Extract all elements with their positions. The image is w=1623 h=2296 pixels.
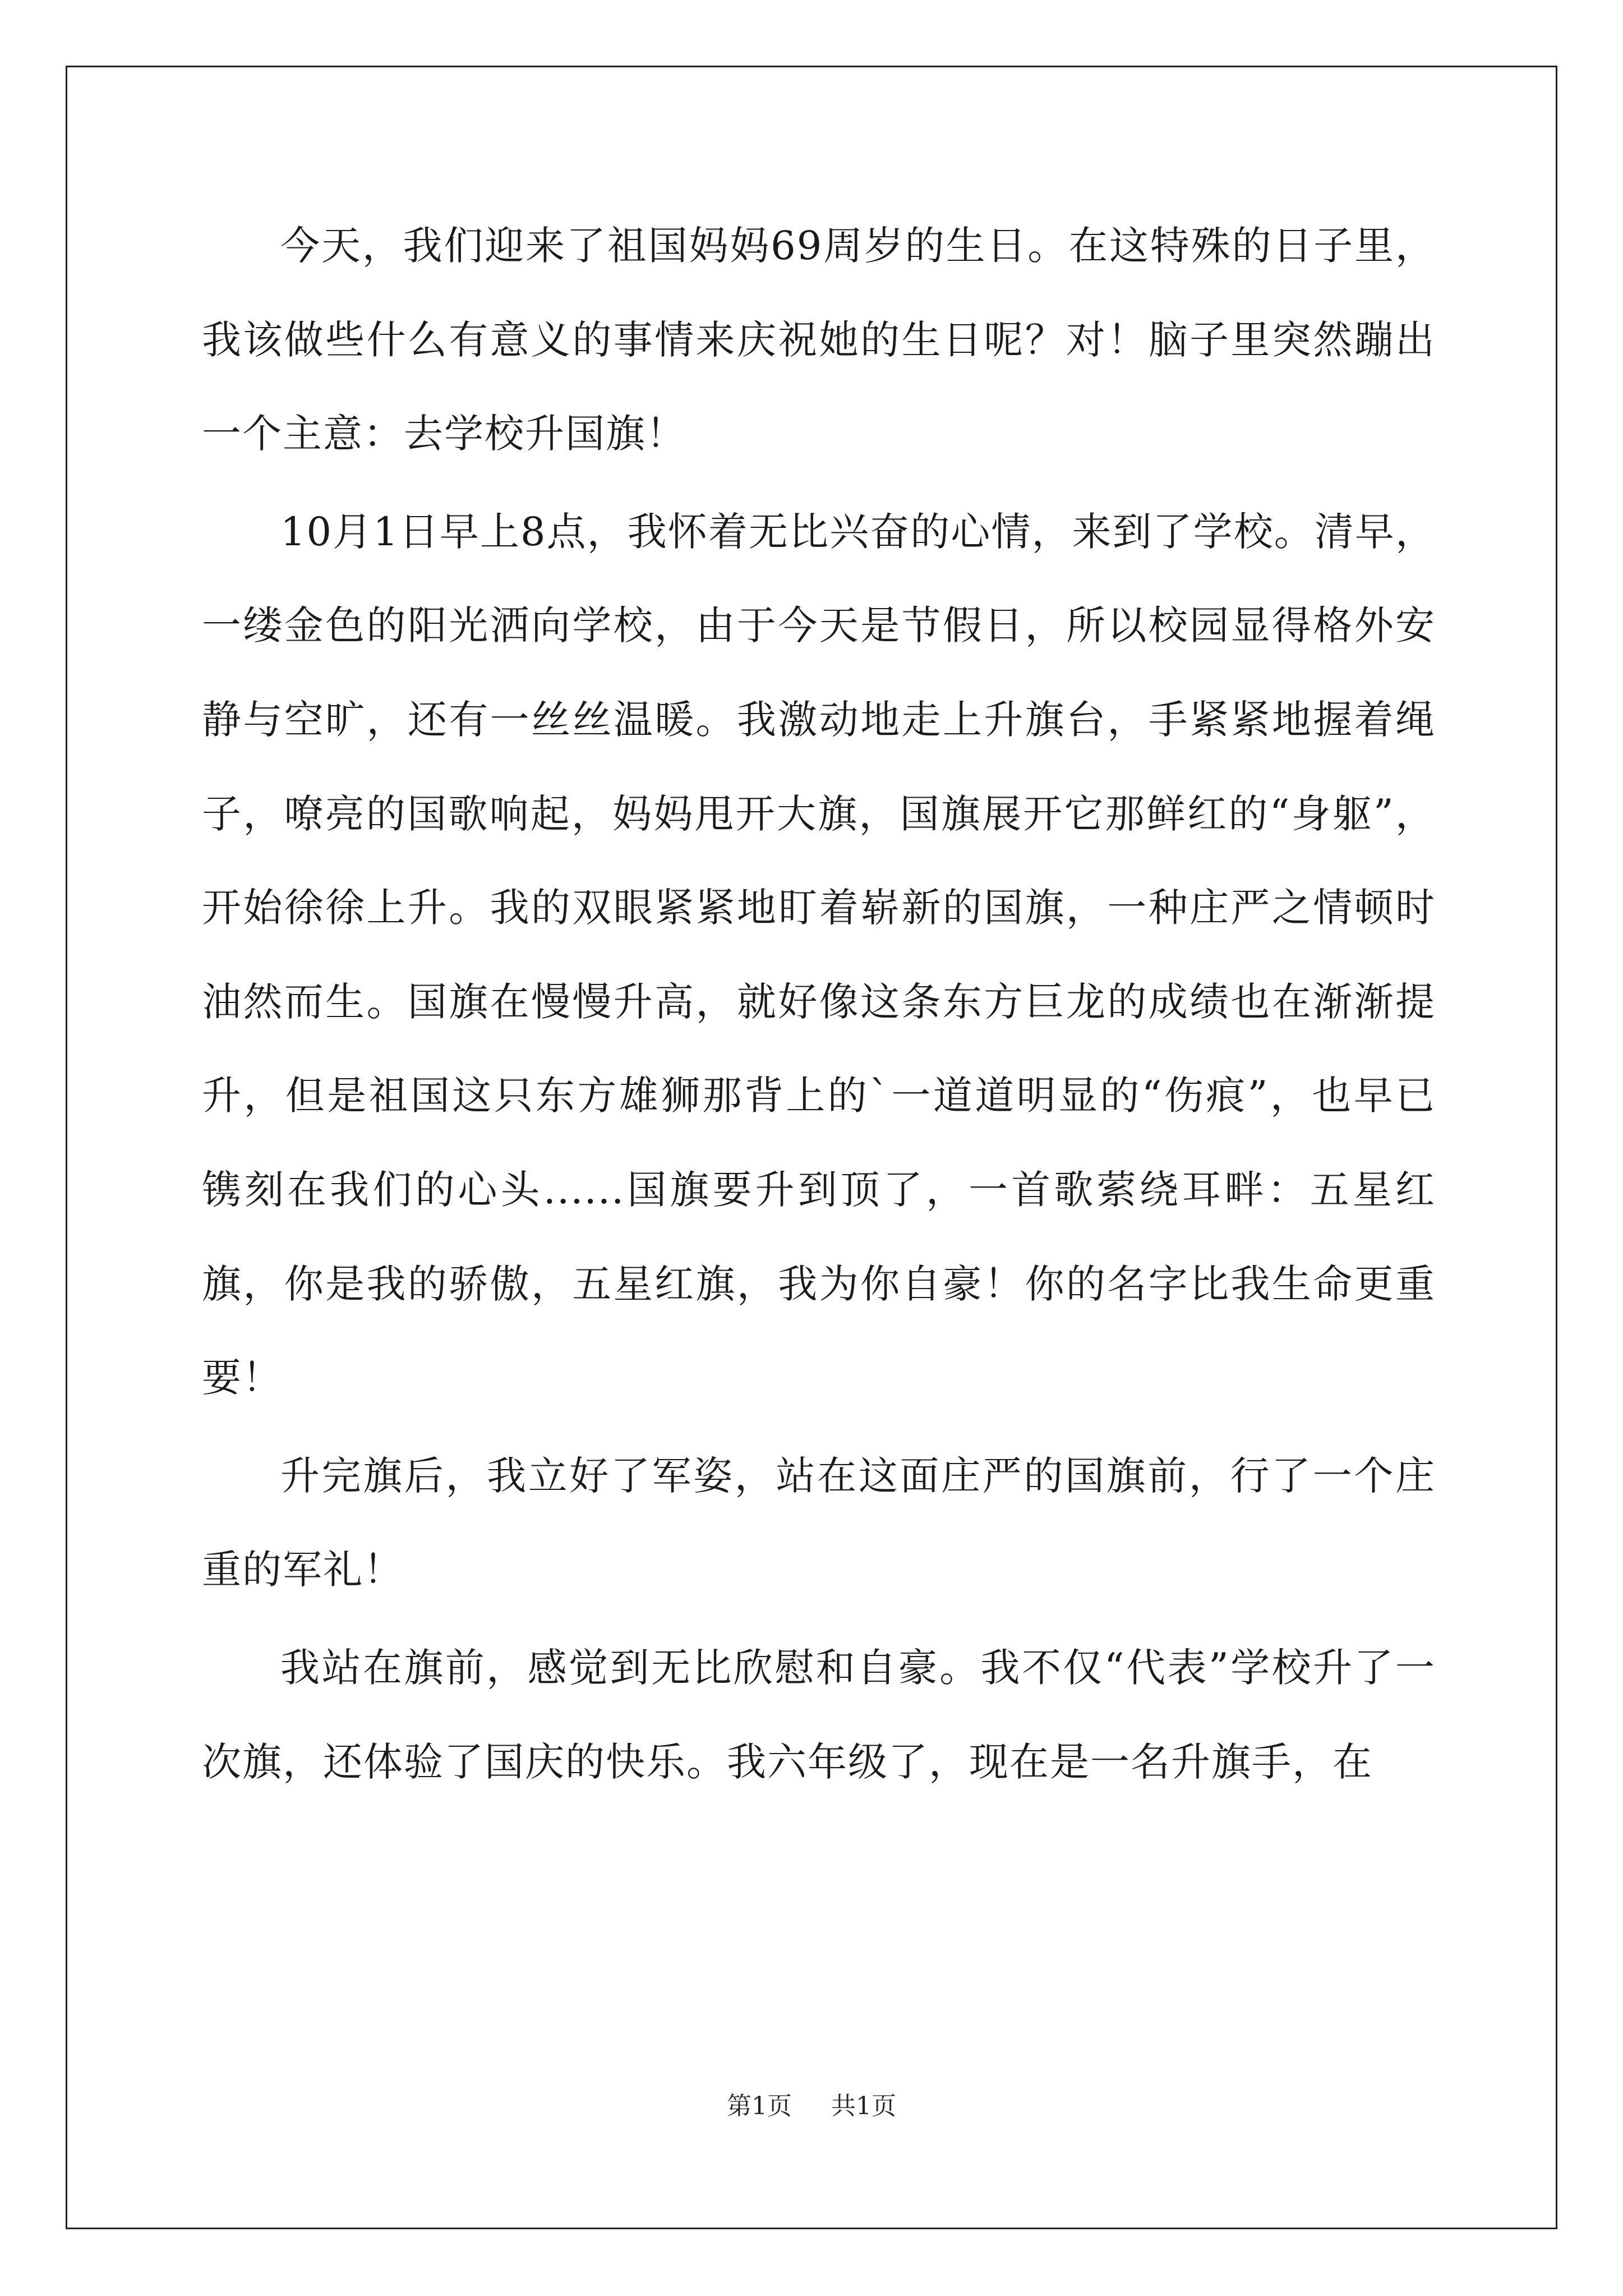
paragraph-1: 今天，我们迎来了祖国妈妈69周岁的生日。在这特殊的日子里，我该做些什么有意义的事情来庆祝她的生日呢？对！脑子里突然蹦出一个主意：去学校升国旗！ (202, 223, 1436, 457)
page-count: 共1页 (831, 2092, 896, 2120)
document-body (202, 199, 1436, 1809)
paragraph-4: 我站在旗前，感觉到无比欣慰和自豪。我不仅“代表”学校升了一次旗，还体验了国庆的快乐。我六年级了，现在是一名升旗手，在 (202, 1644, 1436, 1785)
page-footer (0, 2086, 1623, 2122)
paragraph-3: 升完旗后，我立好了军姿，站在这面庄严的国旗前，行了一个庄重的军礼！ (202, 1452, 1436, 1593)
page-number: 第1页 (727, 2092, 792, 2120)
paragraph-2: 10月1日早上8点，我怀着无比兴奋的心情，来到了学校。清早，一缕金色的阳光洒向学校，由于今天是节假日，所以校园显得格外安静与空旷，还有一丝丝温暖。我激动地走上升旗台，手紧紧地握着绳子，嘹亮的国歌响起，妈妈甩开大旗，国旗展开它那鲜红的“身躯”，开始徐徐上升。我的双眼紧紧地盯着崭新的国旗，一种庄严之情顿时油然而生。国旗在慢慢升高，就好像这条东方巨龙的成绩也在渐渐提升，但是祖国这只东方雄狮那背上的`一道道明显的“伤痕”，也早已镌刻在我们的心头......国旗要升到顶了，一首歌萦绕耳畔：五星红旗，你是我的骄傲，五星红旗，我为你自豪！你的名字比我生命更重要！ (202, 508, 1436, 1401)
